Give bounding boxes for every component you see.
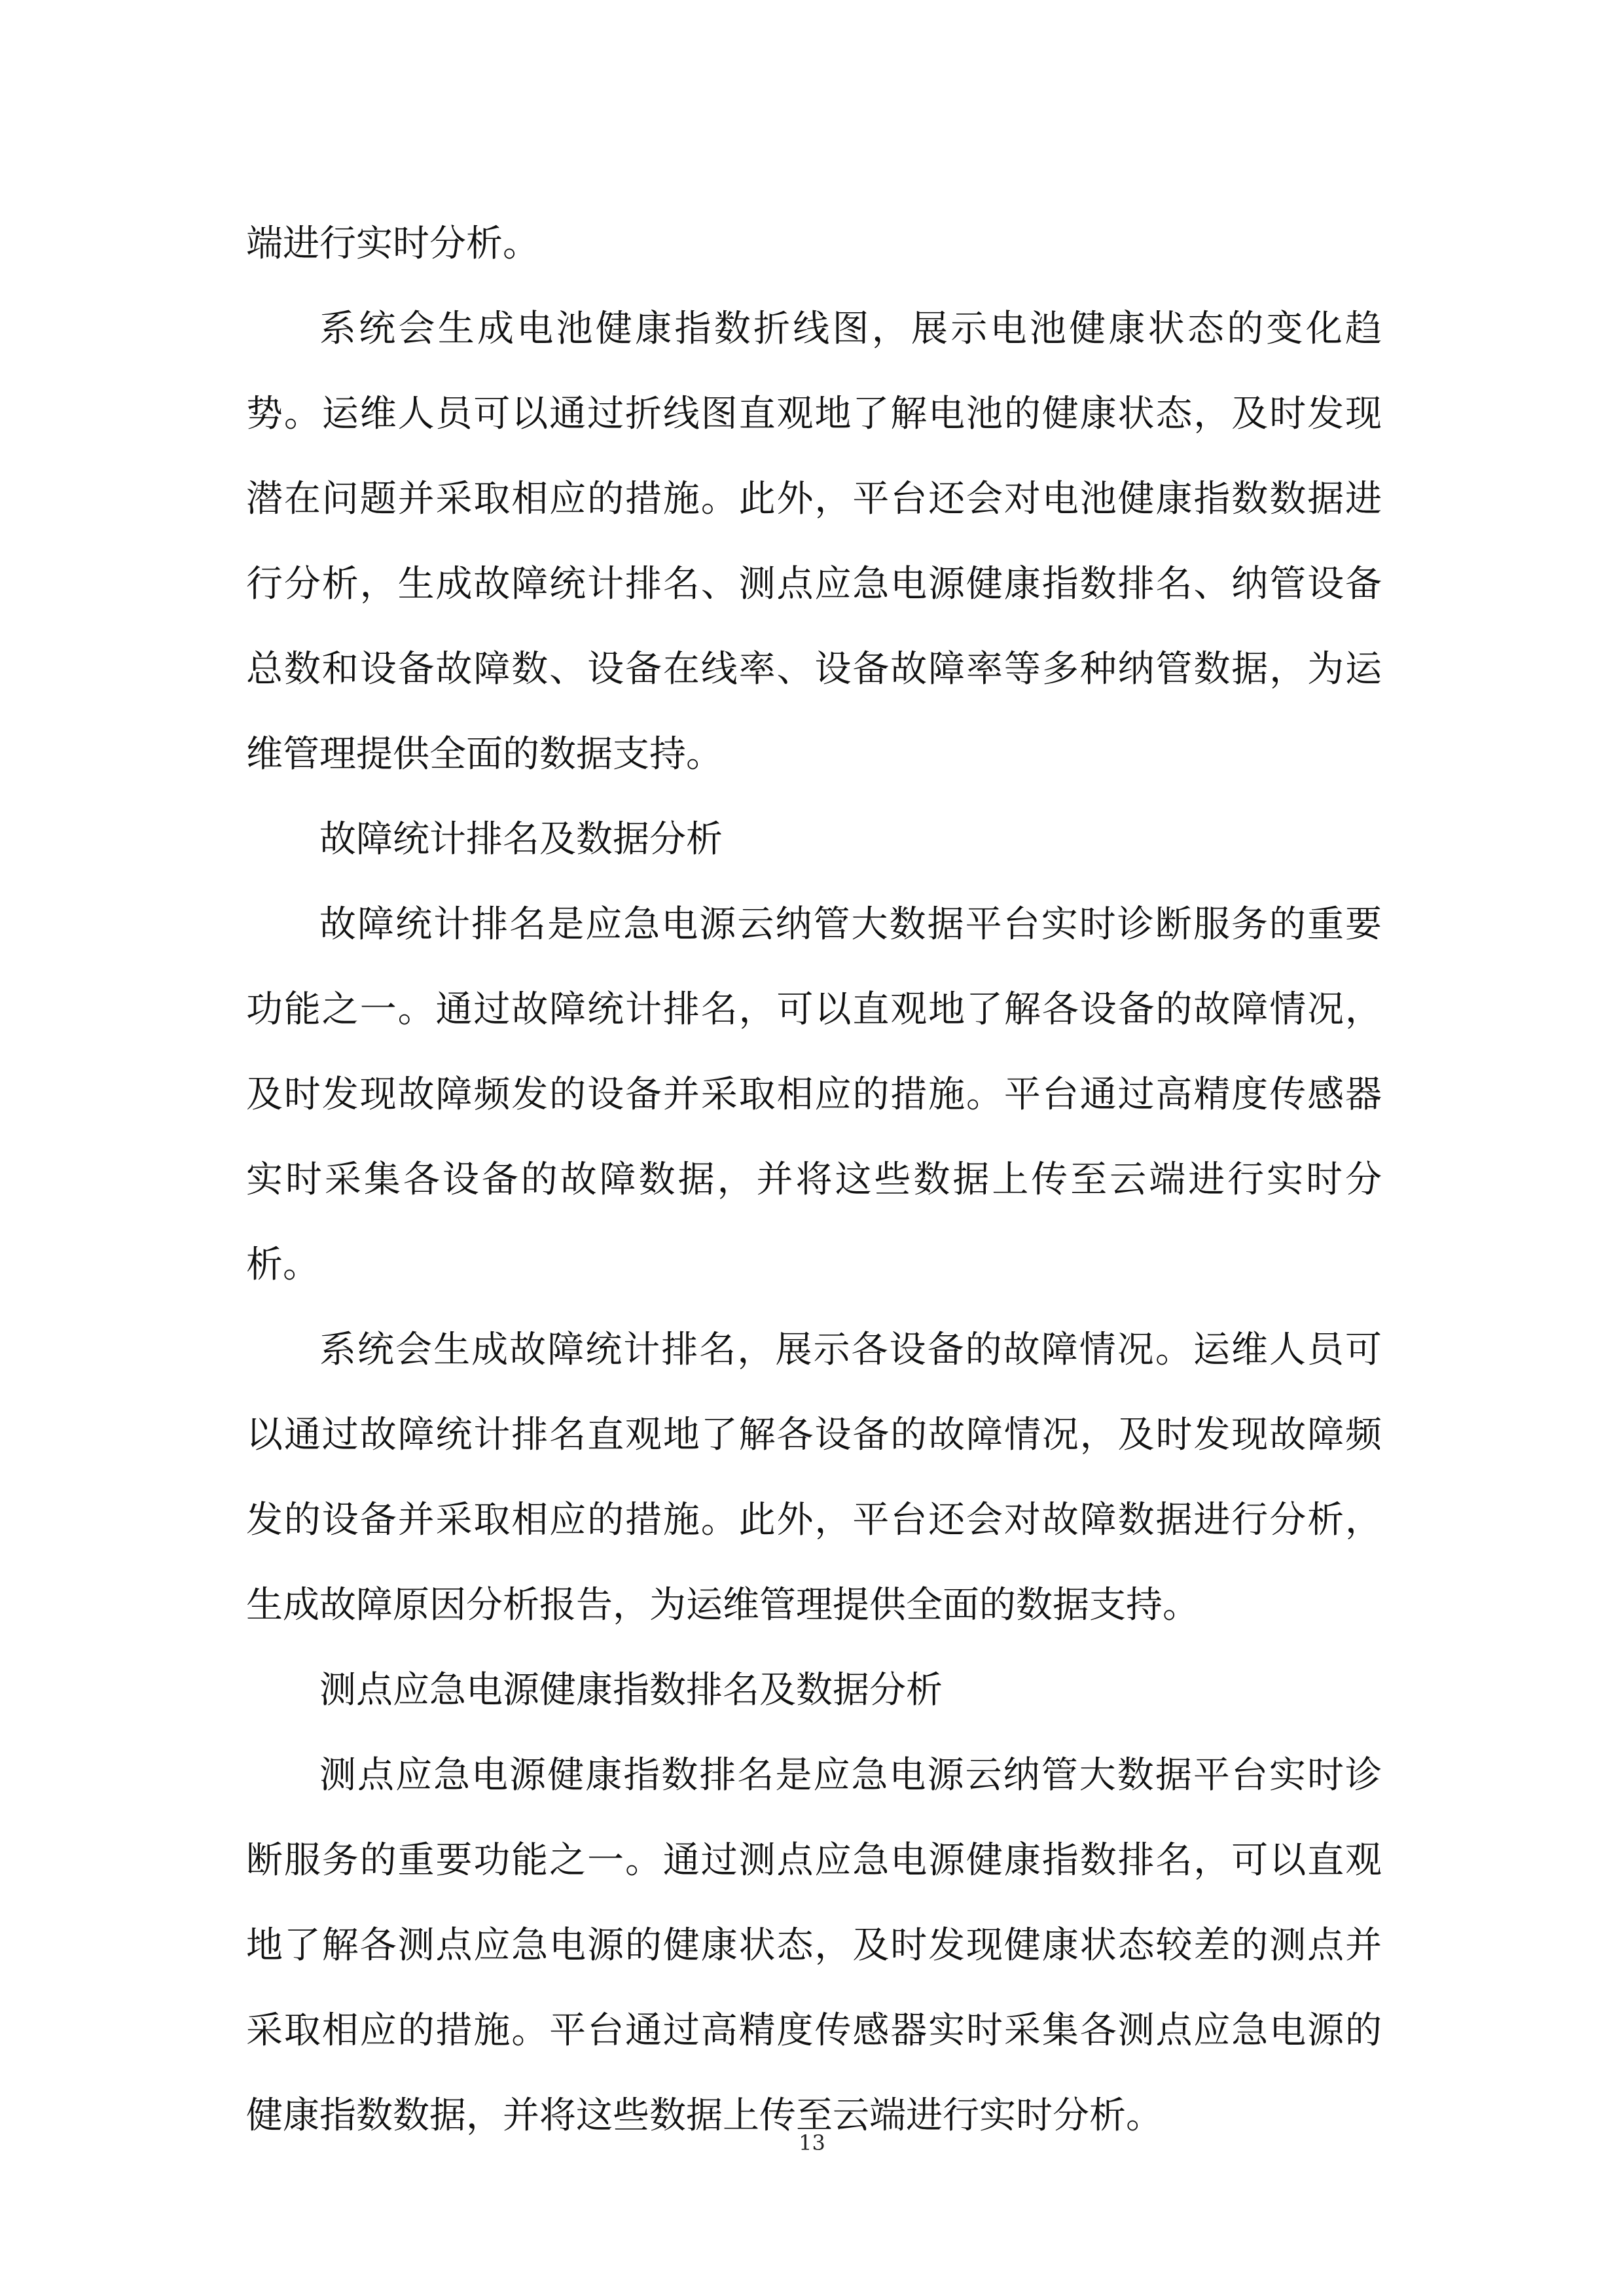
page-number: 13 bbox=[799, 2130, 825, 2155]
paragraph-health-index-ranking: 测点应急电源健康指数排名是应急电源云纳管大数据平台实时诊断服务的重要功能之一。通过测点应急电源健康指数排名，可以直观地了解各测点应急电源的健康状态，及时发现健康状态较差的测点并采取相应的措施。平台通过高精度传感器实时采集各测点应急电源的健康指数数据，并将这些数据上传至云端进行实时分析。 bbox=[246, 1754, 1382, 2137]
section-heading-health-index-ranking: 测点应急电源健康指数排名及数据分析 bbox=[319, 1669, 943, 1712]
paragraph-fault-ranking-analysis: 系统会生成故障统计排名，展示各设备的故障情况。运维人员可以通过故障统计排名直观地了解各设备的故障情况，及时发现故障频发的设备并采取相应的措施。此外，平台还会对故障数据进行分析，生成故障原因分析报告，为运维管理提供全面的数据支持。 bbox=[246, 1329, 1382, 1626]
body-text bbox=[246, 202, 1382, 2159]
section-heading-fault-ranking: 故障统计排名及数据分析 bbox=[319, 818, 723, 861]
paragraph-continuation: 端进行实时分析。 bbox=[246, 223, 539, 265]
paragraph-fault-ranking-intro: 故障统计排名是应急电源云纳管大数据平台实时诊断服务的重要功能之一。通过故障统计排名，可以直观地了解各设备的故障情况，及时发现故障频发的设备并采取相应的措施。平台通过高精度传感器实时采集各设备的故障数据，并将这些数据上传至云端进行实时分析。 bbox=[246, 903, 1382, 1286]
paragraph-battery-health-chart: 系统会生成电池健康指数折线图，展示电池健康状态的变化趋势。运维人员可以通过折线图直观地了解电池的健康状态，及时发现潜在问题并采取相应的措施。此外，平台还会对电池健康指数数据进行分析，生成故障统计排名、测点应急电源健康指数排名、纳管设备总数和设备故障数、设备在线率、设备故障率等多种纳管数据，为运维管理提供全面的数据支持。 bbox=[246, 308, 1382, 776]
